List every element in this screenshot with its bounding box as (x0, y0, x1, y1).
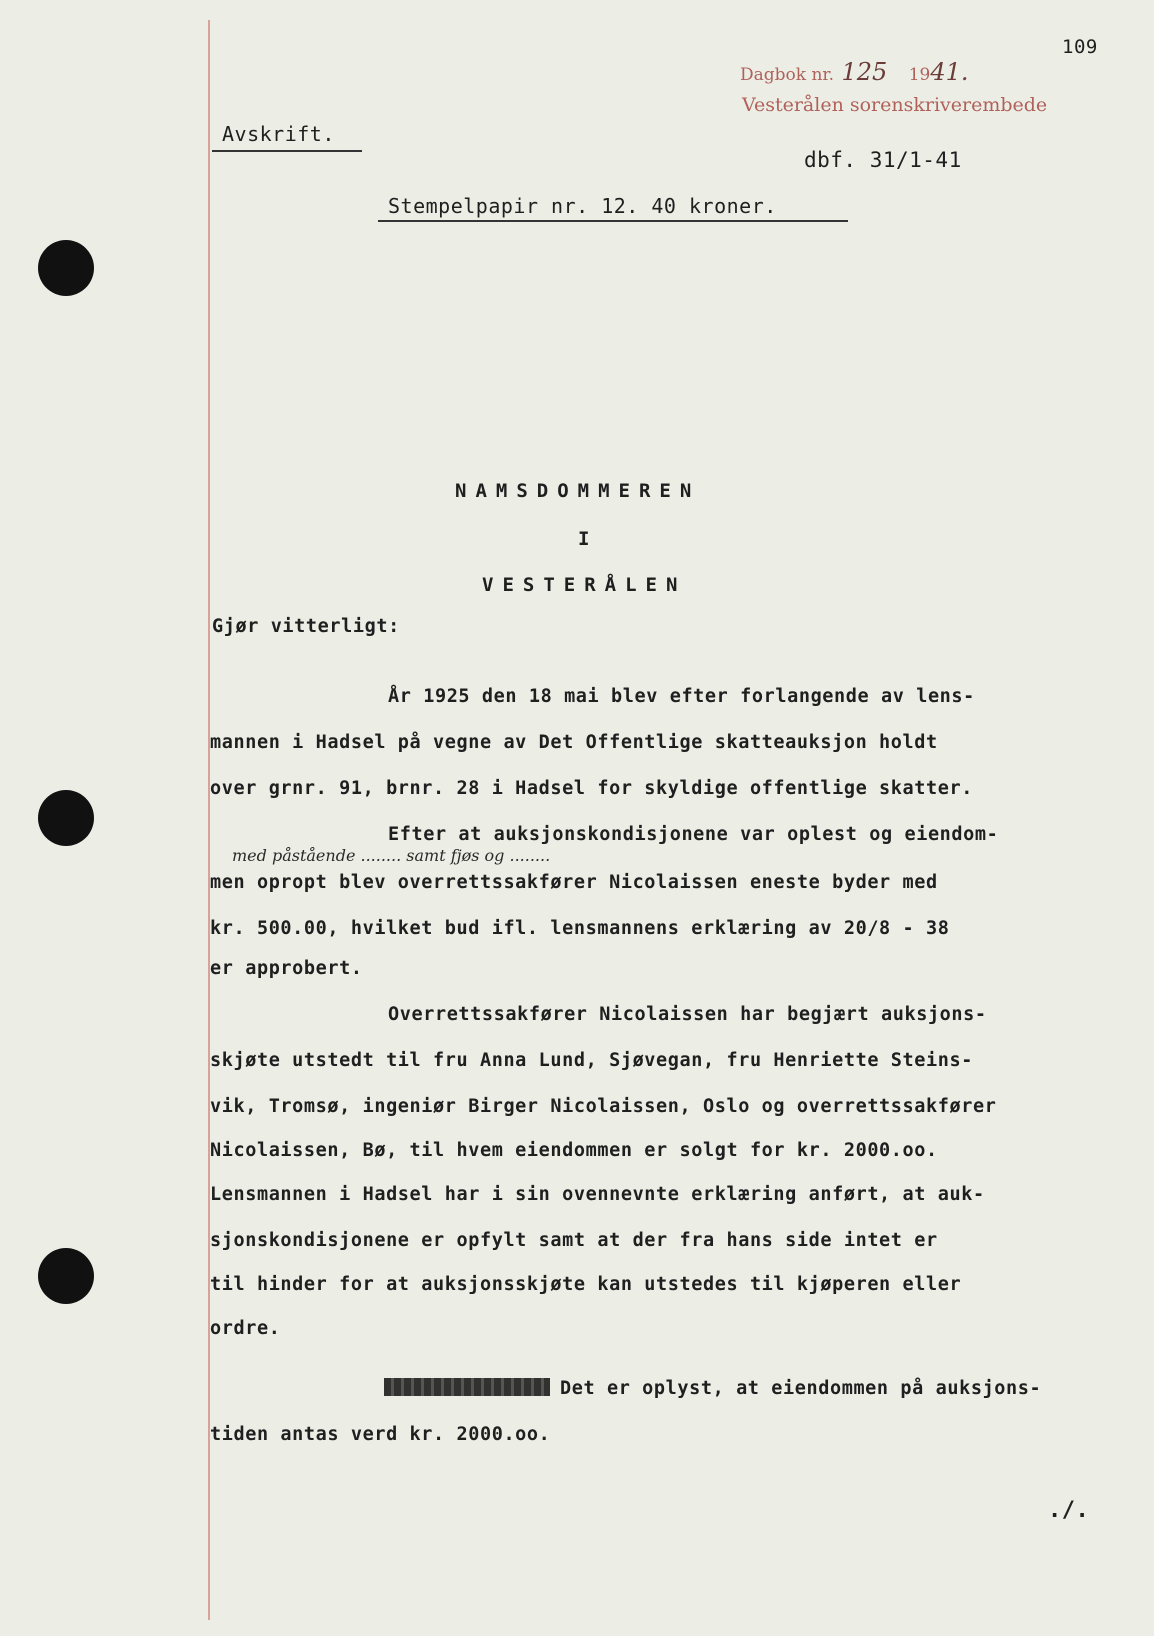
stamp-year-prefix: 19 (908, 65, 931, 85)
punch-hole (38, 1248, 94, 1304)
handwritten-insert: med påstående ........ samt fjøs og ........ (232, 846, 551, 865)
stamp-year: 41. (930, 58, 969, 86)
stamp-line-1 (740, 58, 969, 86)
body-line: Efter at auksjonskondisjonene var oplest og eiendom- (388, 824, 999, 845)
greeting: Gjør vitterligt: (212, 616, 400, 637)
copy-label-underline (212, 150, 362, 152)
title-line-1: NAMSDOMMEREN (455, 480, 701, 502)
body-line: sjonskondisjonene er opfylt samt at der fra hans side intet er (210, 1230, 938, 1251)
body-line: til hinder for at auksjonsskjøte kan utstedes til kjøperen eller (210, 1274, 962, 1295)
body-line: Lensmannen i Hadsel har i sin ovennevnte erklæring anført, at auk- (210, 1184, 985, 1205)
stamp-paper-underline (378, 220, 848, 222)
body-line: mannen i Hadsel på vegne av Det Offentlige skatteauksjon holdt (210, 732, 938, 753)
body-line: vik, Tromsø, ingeniør Birger Nicolaissen, Oslo og overrettssakfører (210, 1096, 997, 1117)
body-line: kr. 500.00, hvilket bud ifl. lensmannens erklæring av 20/8 - 38 (210, 918, 950, 939)
punch-hole (38, 790, 94, 846)
body-line: men opropt blev overrettssakfører Nicolaissen eneste byder med (210, 872, 938, 893)
body-line: over grnr. 91, brnr. 28 i Hadsel for skyldige offentlige skatter. (210, 778, 973, 799)
title-line-2: I (578, 528, 599, 550)
stamp-number: 125 (841, 58, 888, 86)
stamp-paper-line: Stempelpapir nr. 12. 40 kroner. (388, 194, 777, 218)
stamp-office: Vesterålen sorenskriverembede (742, 94, 1048, 116)
dbf-reference: dbf. 31/1-41 (804, 148, 962, 172)
body-line: Det er oplyst, at eiendommen på auksjons- (560, 1378, 1042, 1399)
body-line: skjøte utstedt til fru Anna Lund, Sjøvegan, fru Henriette Steins- (210, 1050, 973, 1071)
stamp-prefix: Dagbok nr. (740, 65, 835, 85)
body-line: er approbert. (210, 958, 363, 979)
punch-hole (38, 240, 94, 296)
body-line: tiden antas verd kr. 2000.oo. (210, 1424, 551, 1445)
title-line-3: VESTERÅLEN (482, 574, 687, 596)
body-line: Overrettssakfører Nicolaissen har begjært auksjons- (388, 1004, 987, 1025)
margin-line (208, 20, 210, 1620)
page-number: 109 (1062, 36, 1098, 58)
body-line: År 1925 den 18 mai blev efter forlangende av lens- (388, 686, 975, 707)
body-line: ordre. (210, 1318, 281, 1339)
copy-label: Avskrift. (222, 122, 335, 146)
struck-out-text (384, 1378, 550, 1396)
continuation-mark: ./. (1048, 1498, 1090, 1523)
body-line: Nicolaissen, Bø, til hvem eiendommen er solgt for kr. 2000.oo. (210, 1140, 938, 1161)
